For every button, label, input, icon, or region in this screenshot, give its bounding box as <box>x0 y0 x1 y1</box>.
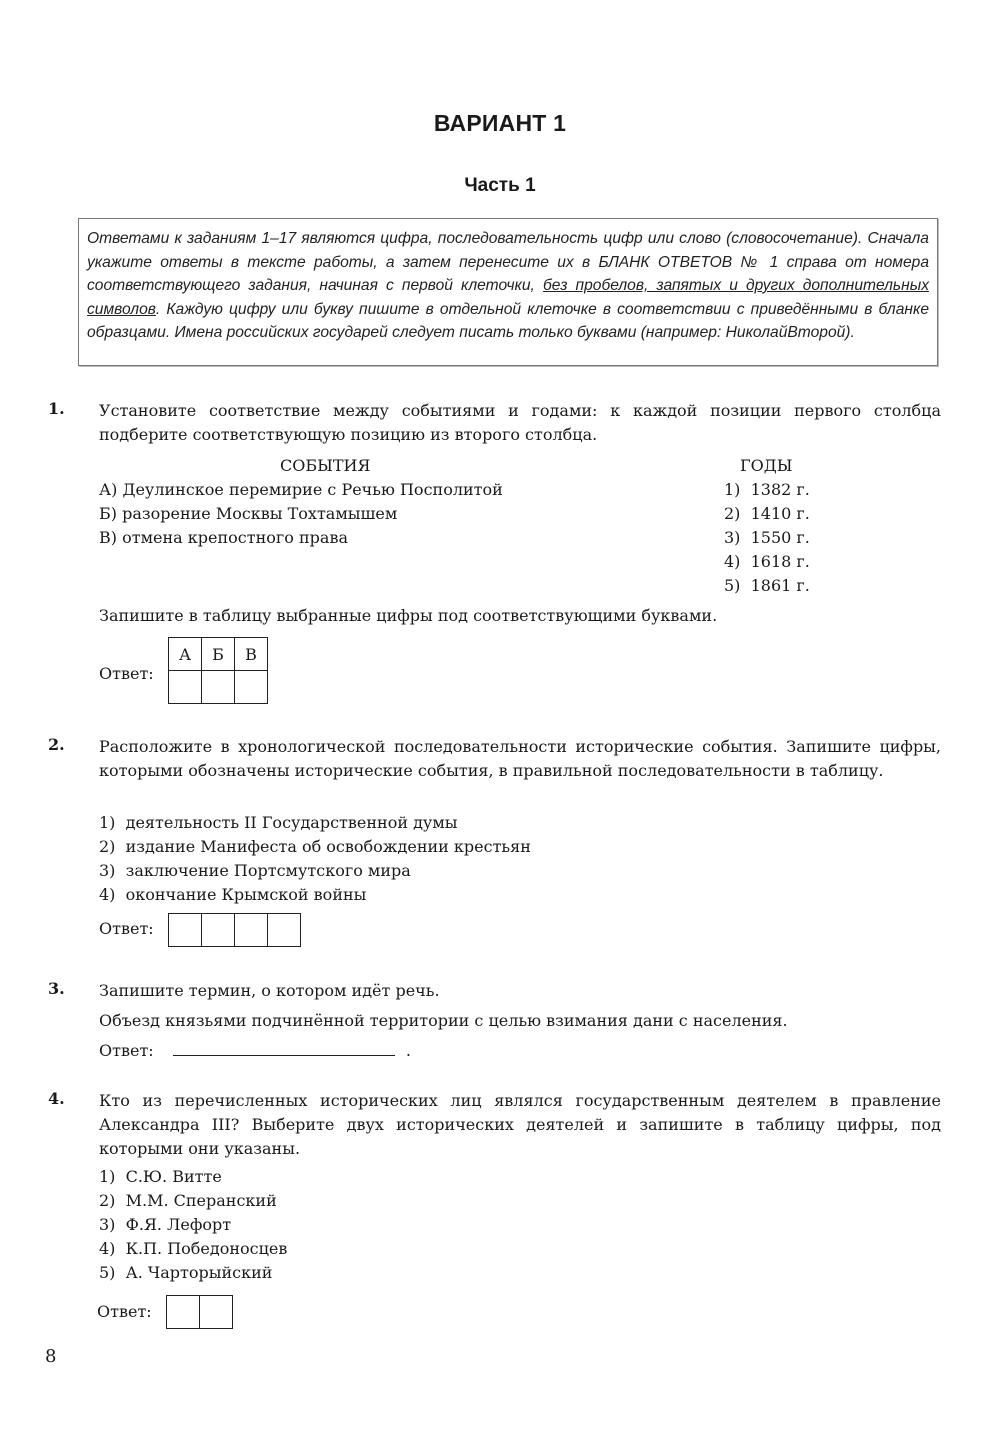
year-item: 4) 1618 г. <box>724 552 810 571</box>
question-number: 3. <box>48 979 65 998</box>
option-item: 1) деятельность II Государственной думы <box>99 813 458 832</box>
question-number: 2. <box>48 735 65 754</box>
answer-cell[interactable] <box>235 671 268 704</box>
answer-cell[interactable] <box>167 1296 200 1329</box>
question-text: Расположите в хронологической последовательности исторические события. Запишите цифры, которыми обозначены исторические события, в правильной последовательности в таблицу. <box>99 737 941 780</box>
part-heading: Часть 1 <box>464 175 536 196</box>
answer-cell[interactable] <box>202 914 235 947</box>
year-item: 5) 1861 г. <box>724 576 810 595</box>
instructions-text-end: . Каждую цифру или букву пишите в отдельной клеточке в соответствии с приведёнными в бланке образцами. Имена российских государей следует писать только буквами (например: НиколайВторой). <box>87 300 929 341</box>
events-column-header: СОБЫТИЯ <box>280 456 371 475</box>
year-item: 1) 1382 г. <box>724 480 810 499</box>
answer-cell[interactable] <box>200 1296 233 1329</box>
answer-input-line[interactable] <box>173 1041 395 1056</box>
answer-label: Ответ: <box>97 1302 152 1321</box>
answer-header-a: А <box>169 638 202 671</box>
option-item: 2) М.М. Сперанский <box>99 1191 277 1210</box>
answer-label: Ответ: <box>99 664 154 683</box>
answer-cell[interactable] <box>268 914 301 947</box>
question-number: 4. <box>48 1089 65 1108</box>
option-item: 3) Ф.Я. Лефорт <box>99 1215 232 1234</box>
answer-cell[interactable] <box>202 671 235 704</box>
question-number: 1. <box>48 399 65 418</box>
answer-cell[interactable] <box>169 914 202 947</box>
option-item: 5) А. Чарторыйский <box>99 1263 273 1282</box>
year-item: 2) 1410 г. <box>724 504 810 523</box>
page-number: 8 <box>45 1346 57 1367</box>
term-description: Объезд князьями подчинённой территории с целью взимания дани с населения. <box>99 1011 788 1030</box>
answer-header-v: В <box>235 638 268 671</box>
question-text: Установите соответствие между событиями и годами: к каждой позиции первого столбца подберите соответствующую позицию из второго столбца. <box>99 401 941 444</box>
answer-cell[interactable] <box>169 671 202 704</box>
answer-cell[interactable] <box>235 914 268 947</box>
answer-table <box>168 637 268 704</box>
answer-table <box>166 1295 233 1329</box>
instructions-underlined-text: без пробелов, запятых и других дополнительных символов <box>87 277 929 318</box>
option-item: 3) заключение Портсмутского мира <box>99 861 411 880</box>
option-item: 4) окончание Крымской войны <box>99 885 367 904</box>
event-item: В) отмена крепостного права <box>99 528 348 547</box>
question-instruction: Запишите в таблицу выбранные цифры под соответствующими буквами. <box>99 606 718 625</box>
question-text: Запишите термин, о котором идёт речь. <box>99 981 440 1000</box>
answer-label: Ответ: <box>99 919 154 938</box>
event-item: Б) разорение Москвы Тохтамышем <box>99 504 398 523</box>
option-item: 4) К.П. Победоносцев <box>99 1239 288 1258</box>
year-item: 3) 1550 г. <box>724 528 810 547</box>
answer-header-b: Б <box>202 638 235 671</box>
question-text: Кто из перечисленных исторических лиц являлся государственным деятелем в правление Александра III? Выберите двух исторических деятелей и запишите в таблицу цифры, под которыми они указаны. <box>99 1091 941 1158</box>
answer-label: Ответ: <box>99 1041 154 1060</box>
years-column-header: ГОДЫ <box>740 456 793 475</box>
event-item: А) Деулинское перемирие с Речью Посполитой <box>99 480 503 499</box>
instructions-text: Ответами к заданиям 1–17 являются цифра, последовательность цифр или слово (словосочетание). Сначала укажите ответы в тексте работы, а затем перенесите их в БЛАНК ОТВЕТОВ № 1 справа от номера соответствующего задания, начиная с первой клеточки, <box>87 230 929 294</box>
answer-period: . <box>405 1041 411 1060</box>
answer-table <box>168 913 301 947</box>
instructions-box <box>78 218 938 366</box>
answer-row <box>99 1039 411 1063</box>
option-item: 2) издание Манифеста об освобождении крестьян <box>99 837 531 856</box>
option-item: 1) С.Ю. Витте <box>99 1167 222 1186</box>
page-title: ВАРИАНТ 1 <box>433 110 567 136</box>
